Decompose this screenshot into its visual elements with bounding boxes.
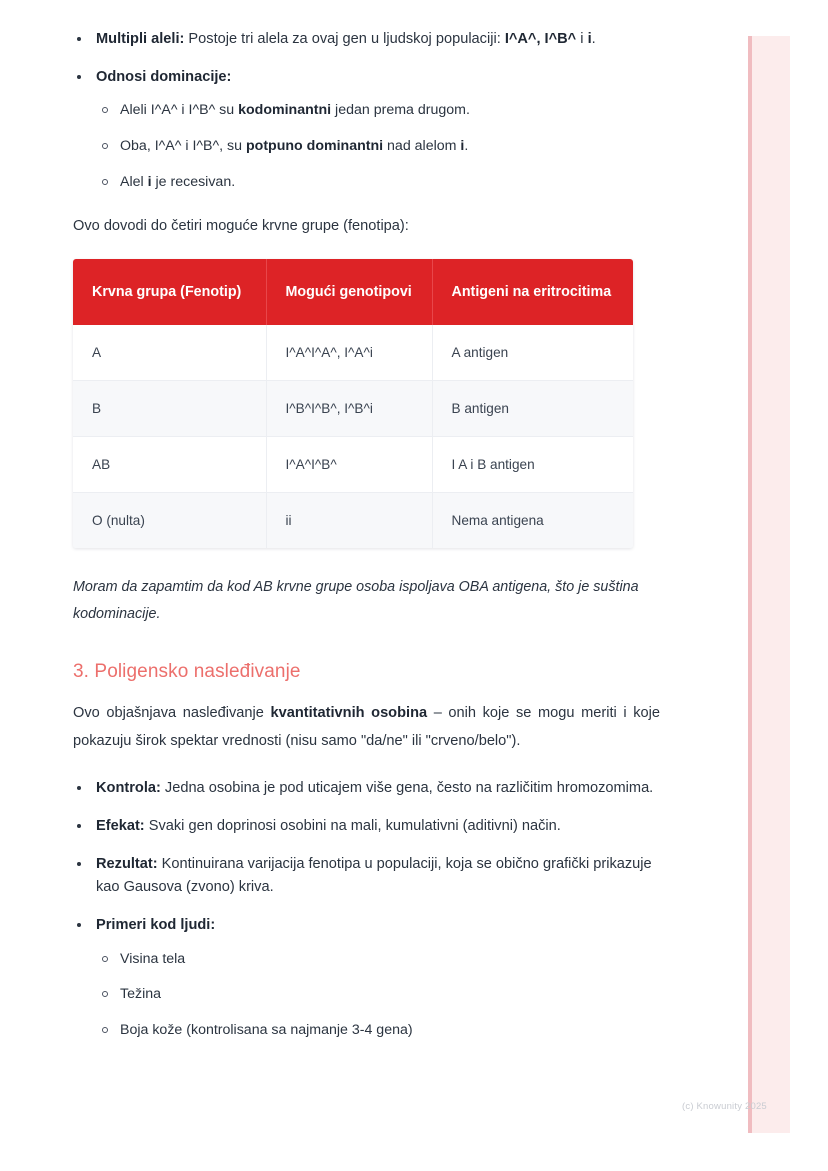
table-row xyxy=(73,381,633,437)
bullet-text: Postoje tri alela za ovaj gen u ljudskoj populaciji: xyxy=(184,31,505,47)
table-header-row xyxy=(73,259,633,325)
bottom-bullet-list xyxy=(73,777,660,1041)
sub-text-pre: Alel xyxy=(120,173,148,190)
bullet-text: Svaki gen doprinosi osobini na mali, kumulativni (aditivni) način. xyxy=(144,818,561,835)
bullet-label: Primeri kod ljudi: xyxy=(96,917,216,933)
sub-text-post: jedan prema drugom. xyxy=(331,102,470,119)
list-item xyxy=(73,777,660,801)
bullet-text: Jedna osobina je pod uticajem više gena, često na različitim hromozomima. xyxy=(160,780,654,797)
decorative-edge-strip xyxy=(748,36,790,1133)
sub-text-bold: kodominantni xyxy=(238,102,332,119)
sub-text-bold: potpuno dominantni xyxy=(245,138,384,154)
column-header-genotypes: Mogući genotipovi xyxy=(266,259,432,325)
bullet-label: Rezultat: xyxy=(96,855,158,872)
bullet-label: Efekat: xyxy=(96,818,145,835)
bullet-text: Kontinuirana varijacija fenotipa u populaciji, koja se obično grafički prikazuje kao Gausova (zvono) kriva. xyxy=(96,855,652,896)
column-header-phenotype: Krvna grupa (Fenotip) xyxy=(73,259,266,325)
cell-genotypes: I^A^I^A^, I^A^i xyxy=(266,325,432,381)
cell-antigens: B antigen xyxy=(432,381,633,437)
table-body xyxy=(73,325,633,548)
list-item xyxy=(96,99,660,122)
section-heading: 3. Poligensko nasleđivanje xyxy=(73,660,301,682)
section-paragraph xyxy=(73,699,660,756)
sub-text-bold: i xyxy=(147,173,152,190)
paragraph-pre: Ovo objašnjava nasleđivanje xyxy=(73,704,271,721)
list-item xyxy=(73,815,660,839)
cell-genotypes: I^B^I^B^, I^B^i xyxy=(266,381,432,437)
nested-bullet-list xyxy=(96,99,660,193)
list-item xyxy=(96,135,660,158)
cell-antigens: Nema antigena xyxy=(432,493,633,549)
cell-phenotype: O (nulta) xyxy=(73,493,266,549)
table-header xyxy=(73,259,633,325)
sub-text-bold-2: i xyxy=(460,138,465,154)
list-item: Težina xyxy=(96,983,660,1006)
footer-copyright: (c) Knowunity 2025 xyxy=(682,1101,767,1112)
nested-bullet-list xyxy=(96,948,660,1042)
sub-text-post: je recesivan. xyxy=(151,173,236,190)
sub-text-pre: Aleli I^A^ i I^B^ su xyxy=(120,102,239,119)
table-row xyxy=(73,325,633,381)
lead-paragraph: Ovo dovodi do četiri moguće krvne grupe (fenotipa): xyxy=(73,218,409,235)
cell-antigens: A antigen xyxy=(432,325,633,381)
cell-phenotype: A xyxy=(73,325,266,381)
list-item xyxy=(96,171,660,194)
list-item xyxy=(73,66,660,194)
italic-note: Moram da zapamtim da kod AB krvne grupe osoba ispoljava OBA antigena, što je suština kodominacije. xyxy=(73,579,639,623)
bullet-conjunction: i xyxy=(576,31,588,47)
top-bullet-list xyxy=(73,28,660,193)
allele-bold-2: i xyxy=(587,31,592,47)
cell-phenotype: AB xyxy=(73,437,266,493)
cell-antigens: I A i B antigen xyxy=(432,437,633,493)
bullet-label: Odnosi dominacije: xyxy=(96,68,232,85)
list-item: Boja kože (kontrolisana sa najmanje 3-4 gena) xyxy=(96,1019,660,1042)
column-header-antigens: Antigeni na eritrocitima xyxy=(432,259,633,325)
table-row xyxy=(73,437,633,493)
list-item xyxy=(73,914,660,1042)
sub-text-pre: Oba, I^A^ i I^B^, su xyxy=(120,138,246,154)
table-row xyxy=(73,493,633,549)
allele-bold-1: I^A^, I^B^ xyxy=(504,31,577,47)
sub-text-post: nad alelom xyxy=(383,138,461,154)
bullet-end: . xyxy=(591,31,596,47)
bullet-label: Multipli aleli: xyxy=(96,31,185,47)
list-item xyxy=(73,28,660,52)
cell-genotypes: I^A^I^B^ xyxy=(266,437,432,493)
list-item xyxy=(73,853,660,900)
cell-genotypes: ii xyxy=(266,493,432,549)
list-item: Visina tela xyxy=(96,948,660,971)
blood-group-table xyxy=(73,259,633,548)
cell-phenotype: B xyxy=(73,381,266,437)
paragraph-bold-term: kvantitativnih osobina xyxy=(270,704,428,721)
bullet-label: Kontrola: xyxy=(96,780,161,797)
paragraph-post: – onih koje se mogu meriti i koje pokazuju širok spektar vrednosti (nisu samo "da/ne" ili "crveno/belo"). xyxy=(73,704,660,749)
blood-group-table-wrapper xyxy=(73,259,633,548)
sub-text-post-2: . xyxy=(464,138,469,154)
